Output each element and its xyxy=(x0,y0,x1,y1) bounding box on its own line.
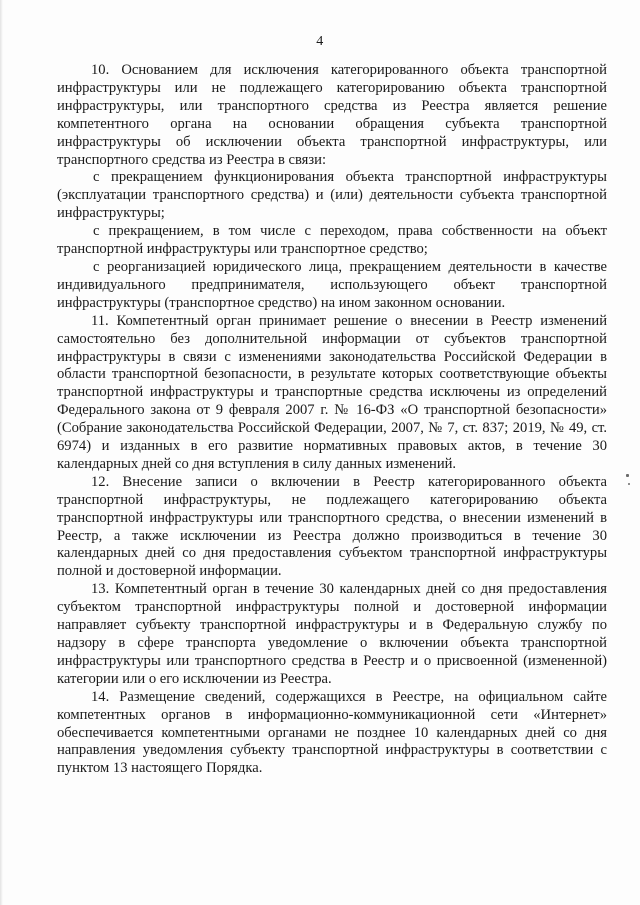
page-number: 4 xyxy=(316,34,324,49)
paragraph-10-item-a: с прекращением функционирования объекта транспортной инфраструктуры (эксплуатации транспортного средства) и (или) деятельности субъекта транспортной инфраструктуры; xyxy=(57,169,607,222)
paragraph-10: 10. Основанием для исключения категорированного объекта транспортной инфраструктуры или не подлежащего категорированию объекта транспортной инфраструктуры, или транспортного средства из Реестра является решение компетентного органа на основании обращения субъекта транспортной инфраструктуры об исключении объекта транспортной инфраструктуры, или транспортного средства из Реестра в связи: xyxy=(57,62,607,168)
paragraph-14: 14. Размещение сведений, содержащихся в Реестре, на официальном сайте компетентных органов в информационно-коммуникационной сети «Интернет» обеспечивается компетентными органами не позднее 10 календарных дней со дня направления уведомления субъекту транспортной инфраструктуры в соответствии с пунктом 13 настоящего Порядка. xyxy=(57,688,607,777)
paragraph-13: 13. Компетентный орган в течение 30 календарных дней со дня предоставления субъектом транспортной инфраструктуры полной и достоверной информации направляет субъекту транспортной инфраструктуры и в Федеральную службу по надзору в сфере транспорта уведомление о включении объекта транспортной инфраструктуры или транспортного средства в Реестр и о присвоенной (измененной) категории или о его исключении из Реестра. xyxy=(57,581,607,687)
paragraph-12: 12. Внесение записи о включении в Реестр категорированного объекта транспортной инфраструктуры, не подлежащего категорированию объекта транспортной инфраструктуры или транспортного средства, о внесении изменений в Реестр, а также исключении из Реестра должно производиться в течение 30 календарных дней со дня предоставления субъектом транспортной инфраструктуры полной и достоверной информации. xyxy=(57,473,607,580)
paragraph-10-item-c: с реорганизацией юридического лица, прекращением деятельности в качестве индивидуального предпринимателя, использующего объект транспортной инфраструктуры (транспортное средство) на ином законном основании. xyxy=(57,258,607,311)
scan-artifact-speck xyxy=(628,483,630,485)
paragraph-11: 11. Компетентный орган принимает решение о внесении в Реестр изменений самостоятельно без дополнительной информации от субъектов транспортной инфраструктуры в связи с изменениями законодательства Российской Федерации в области транспортной безопасности, в результате которых соответствующие объекты транспортной инфраструктуры и транспортные средства исключены из определений Федерального закона от 9 февраля 2007 г. № 16-ФЗ «О транспортной безопасности» (Собрание законодательства Российской Федерации, 2007, № 7, ст. 837; 2019, № 49, ст. 6974) и изданных в его развитие нормативных правовых актов, в течение 30 календарных дней со дня вступления в силу данных изменений. xyxy=(57,312,607,472)
document-body xyxy=(57,62,607,778)
paragraph-10-item-b: с прекращением, в том числе с переходом, права собственности на объект транспортной инфраструктуры или транспортное средство; xyxy=(57,223,607,258)
scan-artifact-speck xyxy=(626,474,629,477)
scan-edge-shadow xyxy=(0,0,3,905)
